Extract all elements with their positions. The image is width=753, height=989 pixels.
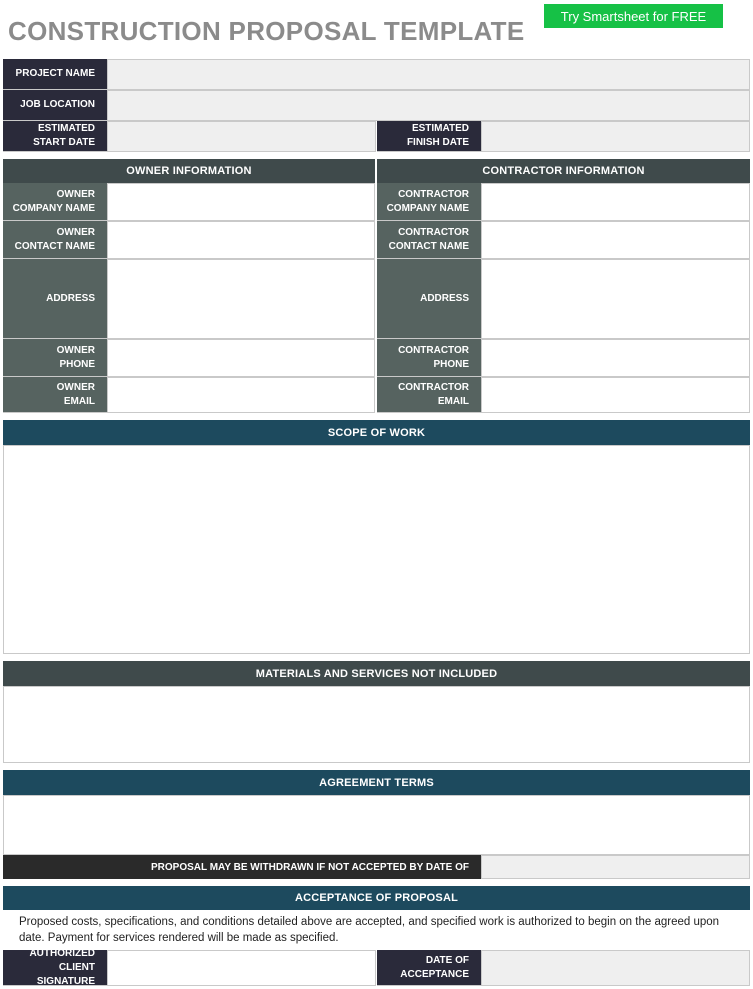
scope-of-work-field[interactable] [3, 445, 750, 654]
client-signature-label: AUTHORIZED CLIENT SIGNATURE [3, 950, 107, 986]
start-date-field[interactable] [107, 121, 376, 152]
date-of-acceptance-label: DATE OF ACCEPTANCE [377, 950, 481, 986]
finish-date-label: ESTIMATED FINISH DATE [377, 121, 481, 152]
contractor-company-label: CONTRACTOR COMPANY NAME [377, 183, 481, 221]
contractor-phone-field[interactable] [481, 339, 750, 377]
contractor-address-field[interactable] [481, 259, 750, 339]
owner-email-label: OWNER EMAIL [3, 377, 107, 413]
owner-contact-field[interactable] [107, 221, 375, 259]
acceptance-text: Proposed costs, specifications, and conditions detailed above are accepted, and specified work is authorized to begin on the agreed upon date. Payment for services rendered will be made as specified. [19, 916, 720, 944]
page-title: CONSTRUCTION PROPOSAL TEMPLATE [8, 16, 525, 46]
contractor-email-label: CONTRACTOR EMAIL [377, 377, 481, 413]
finish-date-field[interactable] [481, 121, 750, 152]
owner-information-header: OWNER INFORMATION [3, 159, 375, 183]
owner-phone-label: OWNER PHONE [3, 339, 107, 377]
owner-address-field[interactable] [107, 259, 375, 339]
owner-company-field[interactable] [107, 183, 375, 221]
try-smartsheet-button[interactable]: Try Smartsheet for FREE [544, 4, 723, 28]
project-name-field[interactable] [107, 59, 750, 90]
job-location-label: JOB LOCATION [3, 90, 107, 121]
materials-not-included-field[interactable] [3, 686, 750, 763]
materials-not-included-header: MATERIALS AND SERVICES NOT INCLUDED [3, 661, 750, 686]
acceptance-of-proposal-header: ACCEPTANCE OF PROPOSAL [3, 886, 750, 910]
contractor-address-label: ADDRESS [377, 259, 481, 339]
scope-of-work-header: SCOPE OF WORK [3, 420, 750, 445]
agreement-terms-header: AGREEMENT TERMS [3, 770, 750, 795]
contractor-contact-label: CONTRACTOR CONTACT NAME [377, 221, 481, 259]
date-of-acceptance-field[interactable] [481, 950, 750, 986]
contractor-information-header: CONTRACTOR INFORMATION [377, 159, 750, 183]
owner-company-label: OWNER COMPANY NAME [3, 183, 107, 221]
contractor-phone-label: CONTRACTOR PHONE [377, 339, 481, 377]
owner-phone-field[interactable] [107, 339, 375, 377]
contractor-contact-field[interactable] [481, 221, 750, 259]
owner-address-label: ADDRESS [3, 259, 107, 339]
start-date-label: ESTIMATED START DATE [3, 121, 107, 152]
withdrawn-date-label: PROPOSAL MAY BE WITHDRAWN IF NOT ACCEPTED BY DATE OF [3, 855, 481, 879]
contractor-email-field[interactable] [481, 377, 750, 413]
withdrawn-date-field[interactable] [481, 855, 750, 879]
owner-email-field[interactable] [107, 377, 375, 413]
job-location-field[interactable] [107, 90, 750, 121]
contractor-company-field[interactable] [481, 183, 750, 221]
agreement-terms-field[interactable] [3, 795, 750, 855]
owner-contact-label: OWNER CONTACT NAME [3, 221, 107, 259]
client-signature-field[interactable] [107, 950, 376, 986]
project-name-label: PROJECT NAME [3, 59, 107, 90]
